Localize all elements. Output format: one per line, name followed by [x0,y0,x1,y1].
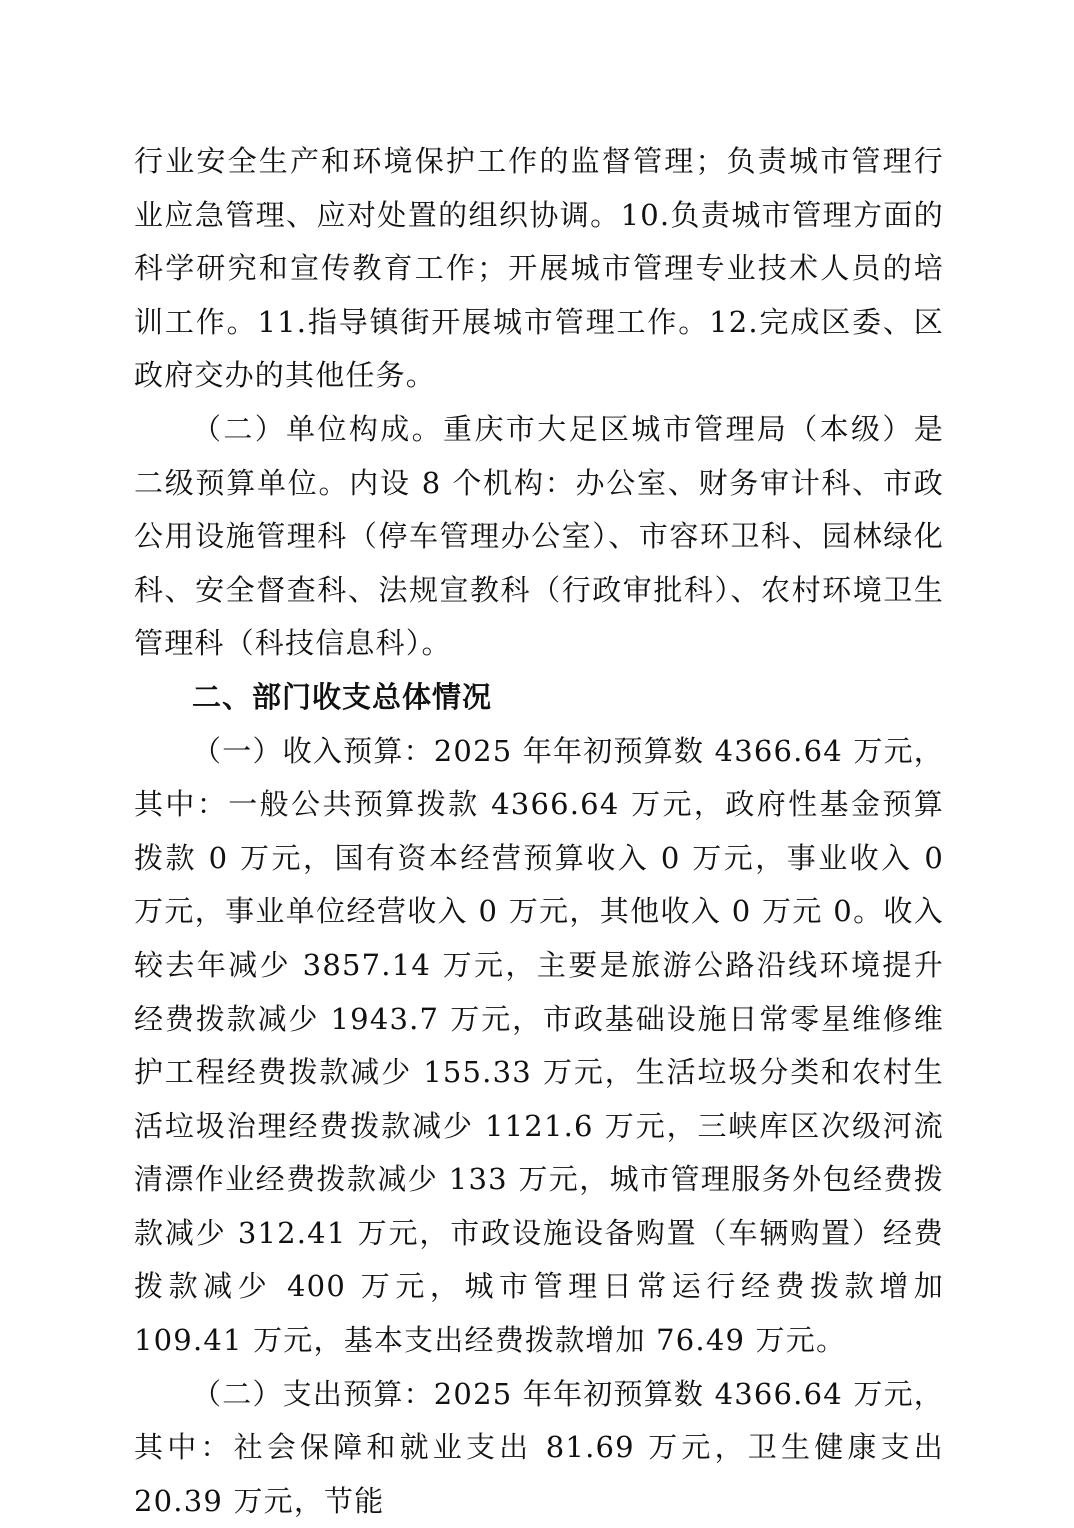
section-heading-revenue-expenditure: 二、部门收支总体情况 [192,679,493,714]
document-page [134,135,944,1528]
unit-composition-paragraph: （二）单位构成。重庆市大足区城市管理局（本级）是二级预算单位。内设 8 个机构：办公室、财务审计科、市政公用设施管理科（停车管理办公室）、市容环卫科、园林绿化科、安全督查科、法规宣教科（行政审批科）、农村环境卫生管理科（科技信息科）。 [134,411,944,661]
duties-continuation-paragraph: 行业安全生产和环境保护工作的监督管理；负责城市管理行业应急管理、应对处置的组织协调。10.负责城市管理方面的科学研究和宣传教育工作；开展城市管理专业技术人员的培训工作。11.指导镇街开展城市管理工作。12.完成区委、区政府交办的其他任务。 [134,144,944,393]
income-budget-paragraph: （一）收入预算：2025 年年初预算数 4366.64 万元，其中：一般公共预算拨款 4366.64 万元，政府性基金预算拨款 0 万元，国有资本经营预算收入 0 万元，事业收入 0 万元，事业单位经营收入 0 万元，其他收入 0 万元 0。收入较去年减少 3857.14 万元，主要是旅游公路沿线环境提升经费拨款减少 1943.7 万元，市政基础设施日常零星维修维护工程经费拨款减少 155.33 万元，生活垃圾分类和农村生活垃圾治理经费拨款减少 1121.6 万元，三峡库区次级河流清漂作业经费拨款减少 133 万元，城市管理服务外包经费拨款减少 312.41 万元，市政设施设备购置（车辆购置）经费拨款减少 400 万元，城市管理日常运行经费拨款增加 109.41 万元，基本支出经费拨款增加 76.49 万元。 [134,733,944,1358]
expenditure-budget-paragraph: （二）支出预算：2025 年年初预算数 4366.64 万元，其中：社会保障和就业支出 81.69 万元，卫生健康支出 20.39 万元，节能 [134,1376,944,1518]
